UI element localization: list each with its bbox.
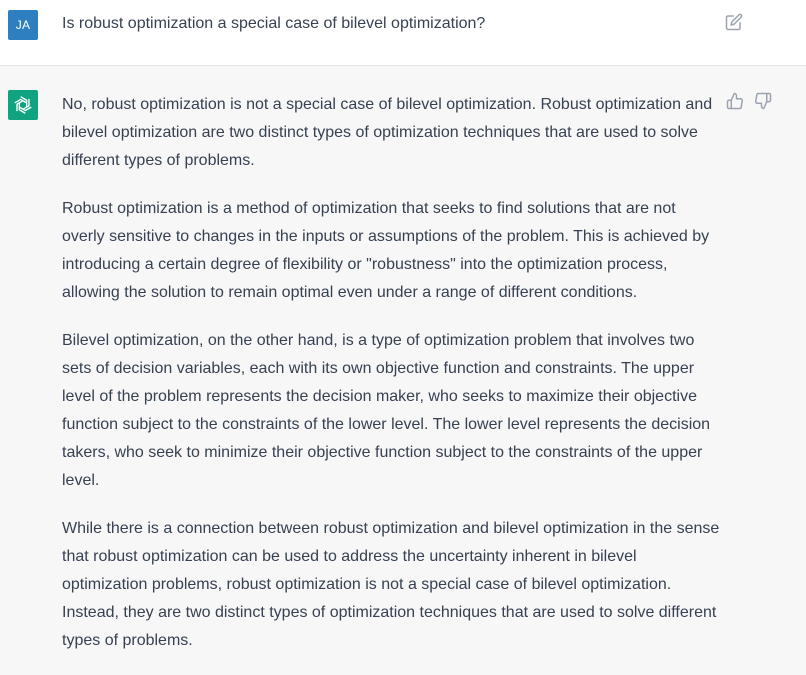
assistant-response bbox=[62, 91, 722, 675]
response-paragraph: Robust optimization is a method of optimization that seeks to find solutions that are not overly sensitive to changes in the inputs or assumptions of the problem. This is achieved by introducing a certain degree of flexibility or "robustness" into the optimization process, allowing the solution to remain optimal even under a range of different conditions. bbox=[62, 200, 710, 301]
response-paragraph: Bilevel optimization, on the other hand, is a type of optimization problem that involves two sets of decision variables, each with its own objective function and constraints. The upper level of the problem represents the decision maker, who seeks to maximize their objective function subject to the constraints of the lower level. The lower level represents the decision takers, who seek to minimize their objective function subject to the constraints of the upper level. bbox=[62, 332, 711, 489]
user-message bbox=[0, 0, 806, 66]
edit-message-button[interactable] bbox=[725, 13, 745, 33]
openai-logo-icon bbox=[12, 94, 34, 116]
edit-icon bbox=[725, 13, 743, 31]
assistant-avatar bbox=[8, 90, 38, 120]
response-paragraph: No, robust optimization is not a special case of bilevel optimization. Robust optimization and bilevel optimization are two distinct types of optimization techniques that are used to solve different types of problems. bbox=[62, 96, 713, 169]
user-avatar: JA bbox=[8, 10, 38, 40]
thumbs-down-button[interactable] bbox=[754, 92, 772, 110]
thumbs-down-icon bbox=[754, 92, 772, 110]
user-question-text: Is robust optimization a special case of bilevel optimization? bbox=[62, 15, 486, 32]
thumbs-up-button[interactable] bbox=[726, 92, 744, 110]
response-paragraph: While there is a connection between robust optimization and bilevel optimization in the sense that robust optimization can be used to address the uncertainty inherent in bilevel optimization problems, robust optimization is not a special case of bilevel optimization. Instead, they are two distinct types of optimization techniques that are used to solve different types of problems. bbox=[62, 520, 720, 649]
assistant-message bbox=[0, 66, 806, 668]
thumbs-up-icon bbox=[726, 92, 744, 110]
